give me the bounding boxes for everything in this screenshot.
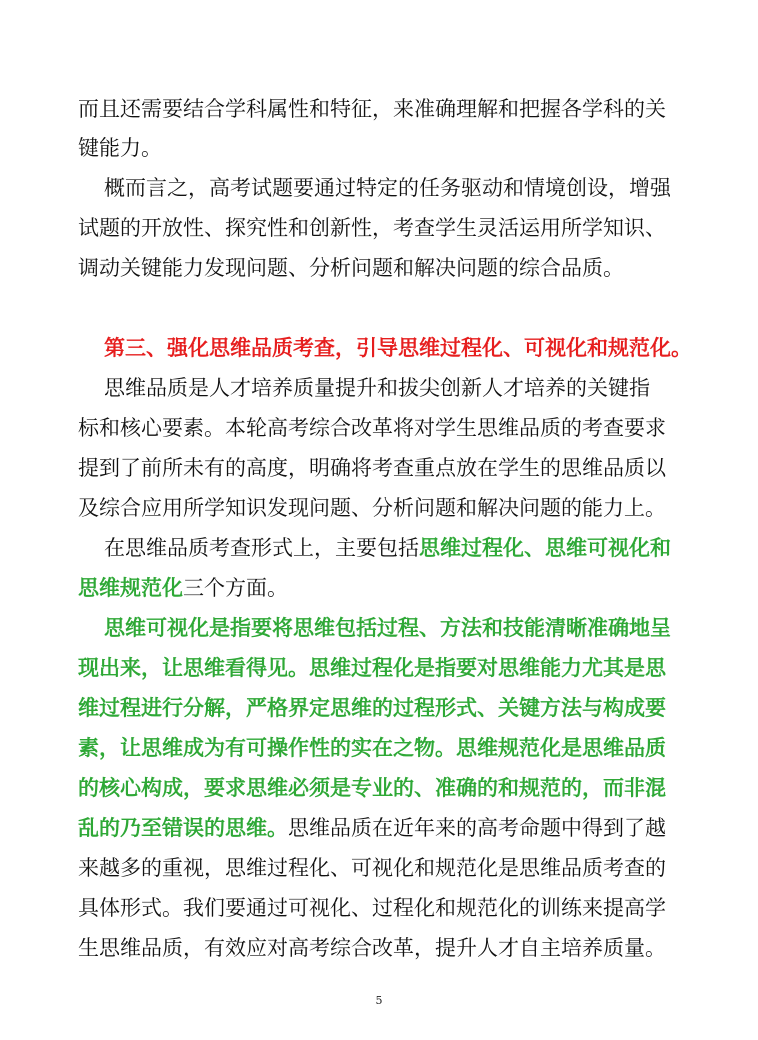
para5-line-7: 来越多的重视，思维过程化、可视化和规范化是思维品质考查的 bbox=[78, 856, 666, 880]
para2-line-2: 试题的开放性、探究性和创新性，考查学生灵活运用所学知识、 bbox=[78, 216, 666, 240]
para5-line-8: 具体形式。我们要通过可视化、过程化和规范化的训练来提高学 bbox=[78, 896, 666, 920]
para3-line-1: 思维品质是人才培养质量提升和拔尖创新人才培养的关键指 bbox=[104, 376, 650, 400]
para3-line-3: 提到了前所未有的高度，明确将考查重点放在学生的思维品质以 bbox=[78, 456, 666, 480]
para4-line-2 bbox=[78, 573, 288, 603]
para5-line-3: 维过程进行分解，严格界定思维的过程形式、关键方法与构成要 bbox=[78, 696, 666, 720]
page-number: 5 bbox=[375, 994, 383, 1007]
section-heading: 第三、强化思维品质考查，引导思维过程化、可视化和规范化。 bbox=[104, 336, 692, 360]
para4-line-1-plain: 在思维品质考查形式上，主要包括 bbox=[104, 536, 419, 560]
para5-line-5: 的核心构成，要求思维必须是专业的、准确的和规范的，而非混 bbox=[78, 776, 666, 800]
para3-line-2: 标和核心要素。本轮高考综合改革将对学生思维品质的考查要求 bbox=[78, 416, 666, 440]
para5-line-6 bbox=[78, 813, 666, 843]
para5-line-2: 现出来，让思维看得见。思维过程化是指要对思维能力尤其是思 bbox=[78, 656, 666, 680]
para4-line-2-plain: 三个方面。 bbox=[183, 576, 288, 600]
para5-line-9: 生思维品质，有效应对高考综合改革，提升人才自主培养质量。 bbox=[78, 936, 666, 960]
para2-line-3: 调动关键能力发现问题、分析问题和解决问题的综合品质。 bbox=[78, 256, 624, 280]
para5-line-6-highlight: 乱的乃至错误的思维。 bbox=[78, 816, 288, 840]
para5-line-4: 素，让思维成为有可操作性的实在之物。思维规范化是思维品质 bbox=[78, 736, 666, 760]
para4-line-2-highlight: 思维规范化 bbox=[78, 576, 183, 600]
para5-line-1: 思维可视化是指要将思维包括过程、方法和技能清晰准确地呈 bbox=[104, 616, 671, 640]
para4-line-1-highlight: 思维过程化、思维可视化和 bbox=[419, 536, 671, 560]
para4-line-1 bbox=[104, 533, 671, 563]
para1-line-2: 键能力。 bbox=[78, 136, 162, 160]
para1-line-1: 而且还需要结合学科属性和特征，来准确理解和把握各学科的关 bbox=[78, 97, 666, 121]
para5-line-6-plain: 思维品质在近年来的高考命题中得到了越 bbox=[288, 816, 666, 840]
para3-line-4: 及综合应用所学知识发现问题、分析问题和解决问题的能力上。 bbox=[78, 496, 666, 520]
para2-line-1: 概而言之，高考试题要通过特定的任务驱动和情境创设，增强 bbox=[104, 176, 671, 200]
